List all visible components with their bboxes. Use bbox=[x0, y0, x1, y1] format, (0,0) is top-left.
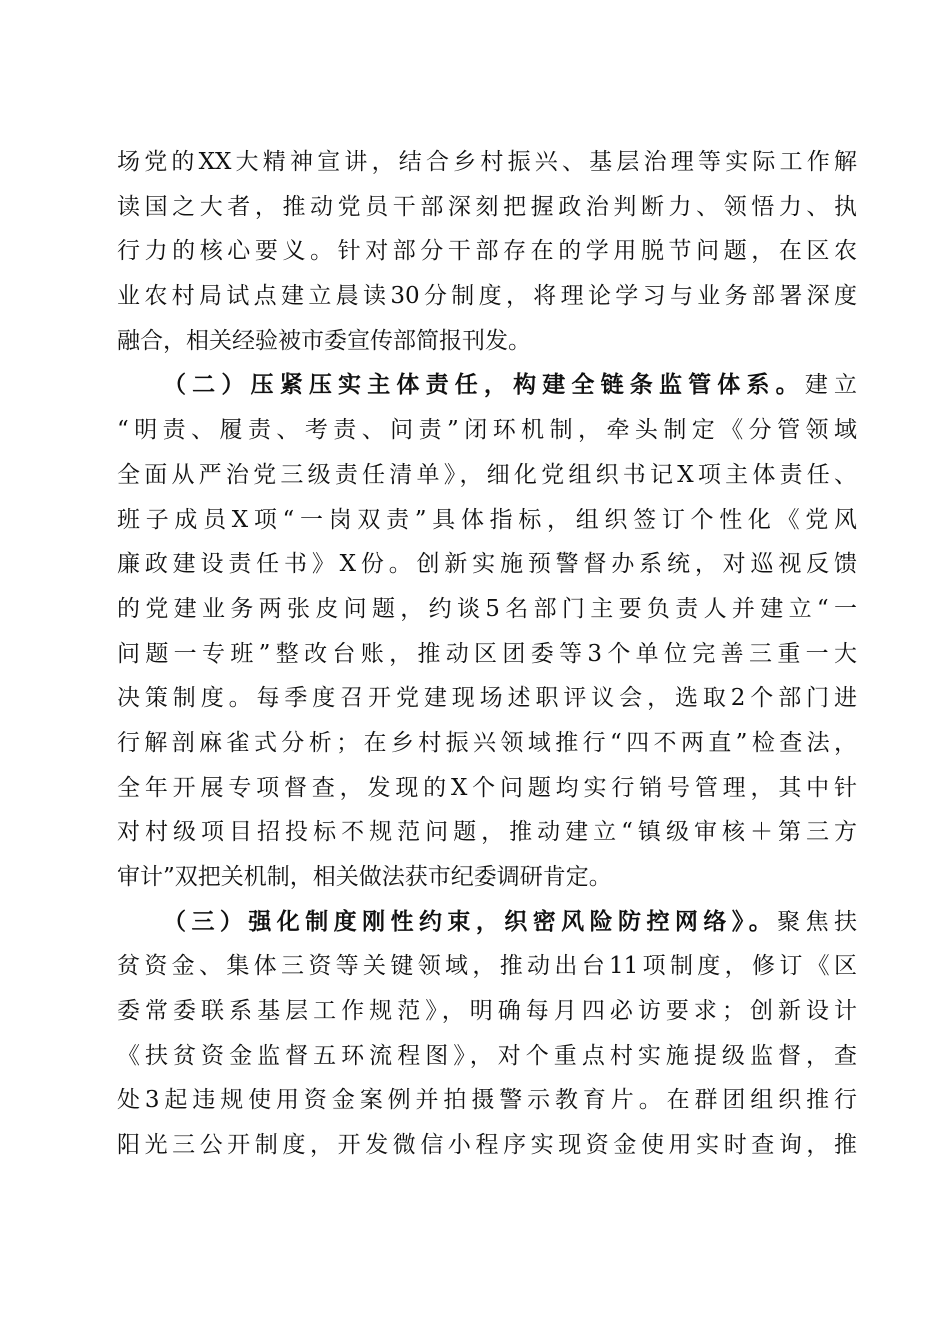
paragraph-2-line: 审计”双把关机制，相关做法获市纪委调研肯定。 bbox=[117, 864, 612, 890]
paragraph-1-line: 融合，相关经验被市委宣传部简报刊发。 bbox=[117, 327, 531, 354]
document-body bbox=[117, 140, 857, 1168]
paragraph-2-line: 班子成员X项“一岗双责”具体指标，组织签订个性化《党风 bbox=[117, 506, 857, 533]
paragraph-3-line: 阳光三公开制度，开发微信小程序实现资金使用实时查询，推 bbox=[117, 1132, 857, 1159]
paragraph-2-line: 对村级项目招投标不规范问题，推动建立“镇级审核＋第三方 bbox=[117, 819, 857, 846]
paragraph-2-line: 行解剖麻雀式分析；在乡村振兴领域推行“四不两直”检查法， bbox=[117, 729, 857, 756]
paragraph-3-line: 委常委联系基层工作规范》，明确每月四必访要求；创新设计 bbox=[117, 998, 857, 1025]
paragraph-2-line: 全面从严治党三级责任清单》，细化党组织书记X项主体责任、 bbox=[117, 461, 857, 488]
paragraph-1-line: 行力的核心要义。针对部分干部存在的学用脱节问题，在区农 bbox=[117, 238, 857, 265]
paragraph-2-line: 决策制度。每季度召开党建现场述职评议会，选取2个部门进 bbox=[117, 685, 857, 712]
paragraph-2-line: 廉政建设责任书》X份。创新实施预警督办系统，对巡视反馈 bbox=[117, 551, 857, 578]
paragraph-1-line: 业农村局试点建立晨读30分制度，将理论学习与业务部署深度 bbox=[117, 283, 857, 310]
section-2-heading: （二）压紧压实主体责任，构建全链条监管体系。 bbox=[163, 371, 805, 399]
paragraph-3-line: 处3起违规使用资金案例并拍摄警示教育片。在群团组织推行 bbox=[117, 1087, 857, 1114]
paragraph-1-line: 场党的XX大精神宣讲，结合乡村振兴、基层治理等实际工作解 bbox=[117, 149, 857, 175]
paragraph-1-line: 读国之大者，推动党员干部深刻把握政治判断力、领悟力、执 bbox=[117, 193, 857, 220]
paragraph-3-line-start: 聚焦扶 bbox=[777, 908, 857, 935]
paragraph-2-line-start: 建立 bbox=[804, 372, 858, 399]
paragraph-2-line: 问题一专班”整改台账，推动区团委等3个单位完善三重一大 bbox=[117, 640, 857, 667]
paragraph-3-first-line bbox=[117, 900, 857, 945]
paragraph-2-line: “明责、履责、考责、问责”闭环机制，牵头制定《分管领域 bbox=[117, 417, 857, 444]
paragraph-3-line: 贫资金、集体三资等关键领域，推动出台11项制度，修订《区 bbox=[117, 953, 857, 980]
section-3-heading: （三）强化制度刚性约束，织密风险防控网络》。 bbox=[163, 907, 778, 935]
paragraph-3-line: 《扶贫资金监督五环流程图》，对个重点村实施提级监督，查 bbox=[117, 1042, 857, 1069]
paragraph-2-first-line bbox=[117, 363, 857, 408]
paragraph-2-line: 全年开展专项督查，发现的X个问题均实行销号管理，其中针 bbox=[117, 774, 857, 801]
paragraph-2-line: 的党建业务两张皮问题，约谈5名部门主要负责人并建立“一 bbox=[117, 595, 857, 622]
